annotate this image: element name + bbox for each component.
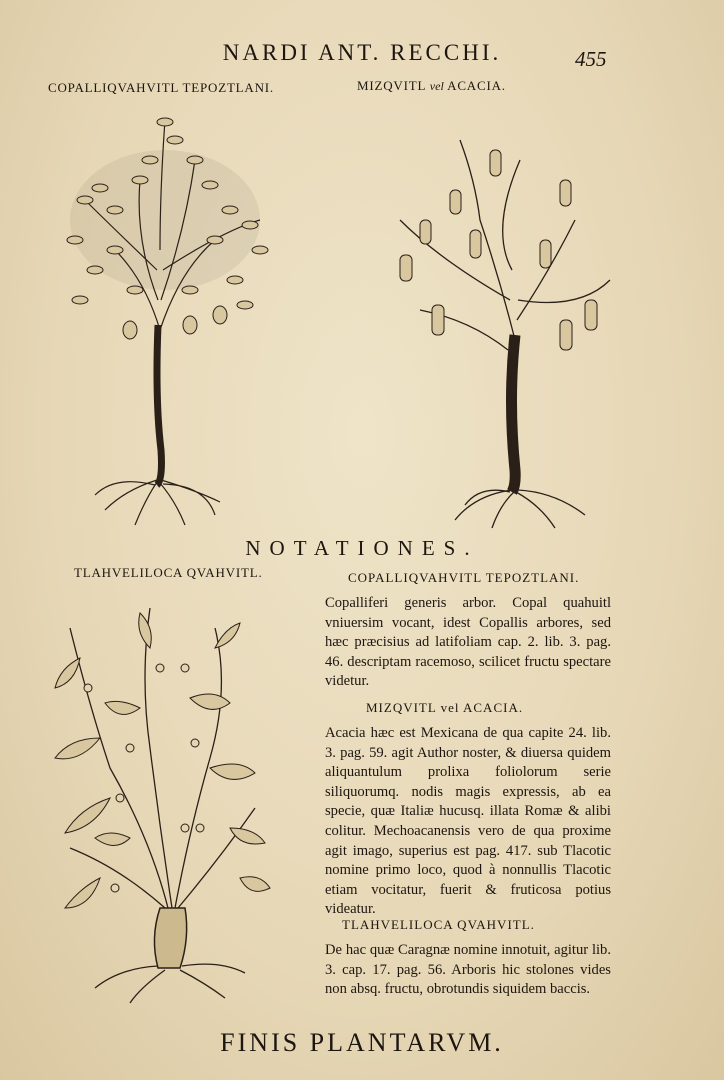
caption-copalliquahuitl: COPALLIQVAHVITL TEPOZTLANI. (48, 80, 274, 95)
woodcut-copalliquahuitl-tree (45, 100, 285, 530)
caption-mizquitl (357, 78, 506, 94)
note-heading-mizquitl: MIZQVITL vel ACACIA. (366, 700, 524, 715)
caption-mizquitl-name: MIZQVITL (357, 78, 426, 93)
caption-mizquitl-vel: vel (429, 79, 444, 93)
section-title-notationes: NOTATIONES. (245, 536, 479, 560)
note-text-copalliquahuitl: Copalliferi generis arbor. Copal quahuitl vniuersim vocant, idest Copallis arbores, sed hæc præcisius ad latifoliam cap. 2. lib. 3. pag. 46. descriptam racemoso, scilicet fructu spectare videtur. (325, 595, 611, 690)
note-heading-copalliquahuitl: COPALLIQVAHVITL TEPOZTLANI. (348, 570, 580, 585)
caption-mizquitl-acacia: ACACIA. (447, 78, 506, 93)
note-text-mizquitl: Acacia hæc est Mexicana de qua capite 24. lib. 3. pag. 59. agit Author noster, & diuersa quidem aliquantulum prolixa foliolorum serie siliquorumq. nodis magis expressis, ab ea specie, quæ Italiæ hucusq. illata Romæ & alibi colitur. Mechoacanensis vero de qua proxime agit imago, superius est pag. 417. sub Tlacotic nomine primo loco, quod à nonnullis Tlacotic etiam vocitatur, fuerit & fruticosa potius videatur. (325, 725, 611, 918)
note-text-tlahueliloca: De hac quæ Caragnæ nomine innotuit, agitur lib. 3. cap. 17. pag. 56. Arboris hic stolones vides non absq. fructu, obrotundis siquidem baccis. (325, 942, 611, 998)
footer-finis-plantarum: FINIS PLANTARVM. (220, 1028, 504, 1057)
running-head: NARDI ANT. RECCHI. (222, 40, 502, 65)
woodcut-tlahueliloca-plant (40, 588, 275, 1008)
note-heading-tlahueliloca: TLAHVELILOCA QVAHVITL. (342, 917, 535, 932)
caption-tlahueliloca: TLAHVELILOCA QVAHVITL. (74, 565, 263, 580)
page-number: 455 (575, 47, 607, 71)
woodcut-acacia-tree (380, 100, 620, 530)
